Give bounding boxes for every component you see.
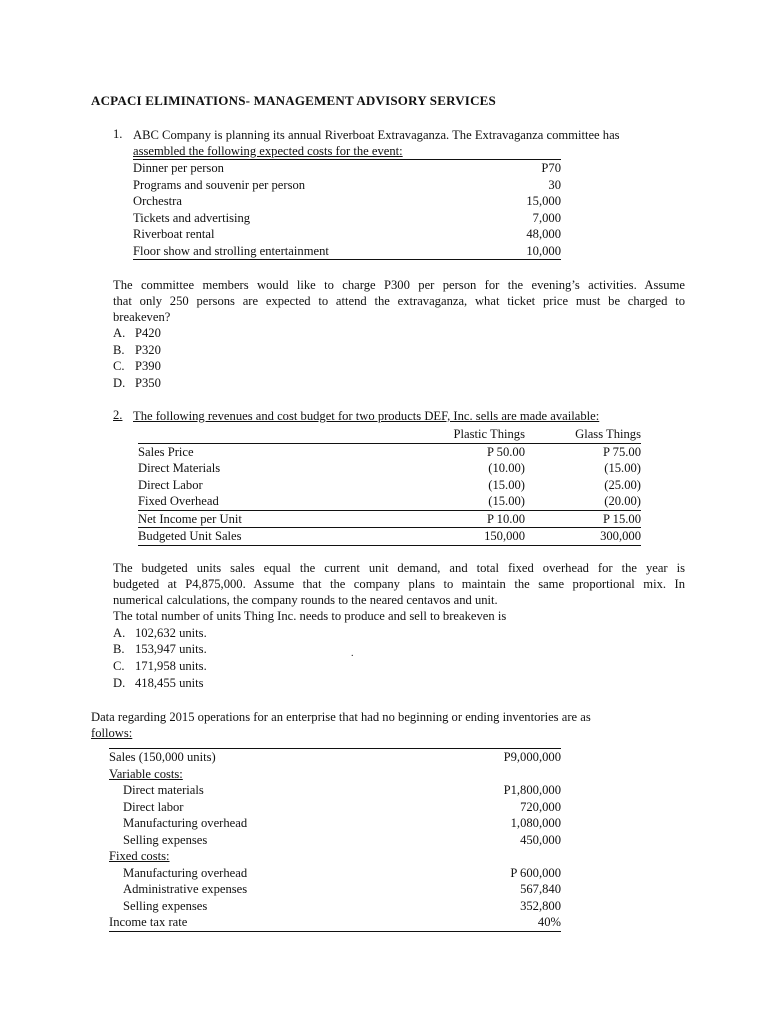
row-value: P9,000,000 — [503, 750, 561, 764]
col-header-plastic: Plastic Things — [431, 426, 525, 443]
table-row — [133, 210, 561, 227]
table-row — [109, 848, 561, 865]
stray-mark: . — [351, 648, 354, 659]
q2-para-line4: The total number of units Thing Inc. needs to produce and sell to breakeven is — [113, 609, 507, 623]
plastic-value: P 50.00 — [486, 444, 525, 459]
table-row — [138, 443, 641, 460]
row-label: Direct labor — [123, 799, 184, 814]
row-label: Net Income per Unit — [138, 511, 242, 526]
row-value: 720,000 — [520, 799, 561, 814]
data2015-intro1: Data regarding 2015 operations for an enterprise that had no beginning or ending inventories are as — [91, 710, 591, 724]
row-label: Direct Labor — [138, 477, 203, 492]
option-letter: D. — [113, 676, 126, 690]
q1-question-line1: The committee members would like to charge P300 per person for the evening’s activities. Assume — [113, 278, 685, 292]
q1-option-a — [113, 325, 161, 342]
table-row — [109, 766, 561, 783]
table-row — [133, 226, 561, 243]
row-label: Administrative expenses — [123, 882, 248, 896]
row-label: Direct Materials — [138, 461, 221, 475]
q1-number: 1. — [113, 127, 123, 141]
q2-intro: The following revenues and cost budget for two products DEF, Inc. sells are made available: — [133, 409, 600, 423]
q1-cost-table — [133, 159, 561, 260]
row-value: P1,800,000 — [503, 783, 561, 797]
row-label: Sales (150,000 units) — [109, 750, 216, 764]
glass-value: (15.00) — [604, 461, 641, 475]
row-label: Selling expenses — [123, 898, 208, 913]
table-row — [109, 799, 561, 816]
q1-option-d — [113, 375, 161, 392]
row-label: Fixed Overhead — [138, 494, 219, 508]
option-text: P350 — [135, 376, 161, 390]
option-text: 418,455 units — [135, 676, 204, 690]
q2-budget-table — [138, 426, 641, 546]
plastic-value: (15.00) — [488, 477, 525, 492]
table-row — [138, 477, 641, 494]
table-row — [109, 782, 561, 799]
table-header-row — [138, 426, 641, 443]
table-row — [138, 510, 641, 528]
q1-option-b — [113, 342, 161, 359]
table-row — [109, 832, 561, 849]
row-label: Income tax rate — [109, 915, 188, 929]
table-row — [133, 243, 561, 260]
cost-value: 7,000 — [532, 210, 561, 225]
option-text: 171,958 units. — [135, 659, 207, 673]
cost-value: P70 — [541, 161, 561, 175]
col-header-glass: Glass Things — [525, 426, 641, 443]
row-value: P 600,000 — [510, 865, 561, 880]
q1-option-c — [113, 358, 161, 375]
data2015-intro2: follows: — [91, 726, 133, 740]
q2-option-b — [113, 641, 207, 658]
q1-intro2: assembled the following expected costs for the event: — [133, 144, 403, 158]
page-title: ACPACI ELIMINATIONS- MANAGEMENT ADVISORY SERVICES — [91, 93, 496, 108]
table-row — [109, 815, 561, 832]
option-letter: C. — [113, 359, 125, 373]
table-row — [133, 193, 561, 210]
table-row — [109, 898, 561, 915]
q1-question-line3: breakeven? — [113, 310, 171, 324]
cost-label: Orchestra — [133, 194, 182, 208]
row-label: Manufacturing overhead — [123, 816, 248, 830]
section-heading: Variable costs: — [109, 766, 183, 781]
cost-value: 15,000 — [526, 194, 561, 208]
option-letter: B. — [113, 343, 125, 357]
table-row — [138, 493, 641, 510]
q2-para-line3: numerical calculations, the company rounds to the neared centavos and unit. — [113, 593, 498, 607]
q2-option-c — [113, 658, 207, 675]
row-label: Budgeted Unit Sales — [138, 529, 242, 543]
option-text: P320 — [135, 343, 161, 357]
q2-number: 2. — [113, 408, 123, 422]
table-row — [109, 749, 561, 766]
table-row — [109, 914, 561, 931]
cost-label: Tickets and advertising — [133, 210, 251, 225]
glass-value: (25.00) — [604, 477, 641, 492]
cost-label: Dinner per person — [133, 161, 224, 175]
glass-value: P 75.00 — [602, 444, 641, 459]
cost-label: Riverboat rental — [133, 227, 215, 241]
row-value: 40% — [537, 915, 561, 929]
data2015-table — [109, 748, 561, 932]
cost-value: 30 — [548, 177, 561, 192]
glass-value: P 15.00 — [602, 511, 641, 526]
row-label: Manufacturing overhead — [123, 865, 248, 880]
table-row — [109, 881, 561, 898]
row-label: Sales Price — [138, 444, 194, 459]
q1-intro: ABC Company is planning its annual Riverboat Extravaganza. The Extravaganza committee has — [133, 128, 620, 142]
table-row — [138, 528, 641, 546]
row-value: 450,000 — [520, 832, 561, 847]
q1-question-line2: that only 250 persons are expected to attend the extravaganza, what ticket price must be charged to — [113, 294, 685, 308]
row-value: 567,840 — [520, 882, 561, 896]
cost-value: 10,000 — [526, 243, 561, 258]
section-heading: Fixed costs: — [109, 849, 170, 863]
row-value: 1,080,000 — [510, 816, 561, 830]
plastic-value: P 10.00 — [486, 511, 525, 526]
q2-option-a — [113, 625, 207, 642]
option-text: 153,947 units. — [135, 642, 207, 656]
glass-value: 300,000 — [600, 529, 641, 543]
cost-label: Floor show and strolling entertainment — [133, 243, 329, 258]
option-letter: C. — [113, 659, 125, 673]
table-row — [133, 160, 561, 177]
plastic-value: (10.00) — [488, 461, 525, 475]
table-row — [133, 177, 561, 194]
q2-para-line1: The budgeted units sales equal the current unit demand, and total fixed overhead for the year is — [113, 561, 685, 575]
cost-label: Programs and souvenir per person — [133, 177, 306, 192]
option-letter: D. — [113, 376, 126, 390]
table-row — [109, 865, 561, 882]
option-text: 102,632 units. — [135, 626, 207, 640]
plastic-value: (15.00) — [488, 494, 525, 508]
option-letter: B. — [113, 642, 125, 656]
row-value: 352,800 — [520, 898, 561, 913]
cost-value: 48,000 — [526, 227, 561, 241]
row-label: Direct materials — [123, 783, 204, 797]
table-row — [138, 460, 641, 477]
plastic-value: 150,000 — [484, 529, 525, 543]
q2-option-d — [113, 675, 204, 692]
q2-para-line2: budgeted at P4,875,000. Assume that the company plans to maintain the same proportional mix. In — [113, 577, 685, 591]
option-letter: A. — [113, 326, 126, 340]
option-letter: A. — [113, 626, 126, 640]
glass-value: (20.00) — [604, 494, 641, 508]
option-text: P420 — [135, 326, 161, 340]
row-label: Selling expenses — [123, 832, 208, 847]
option-text: P390 — [135, 359, 161, 373]
